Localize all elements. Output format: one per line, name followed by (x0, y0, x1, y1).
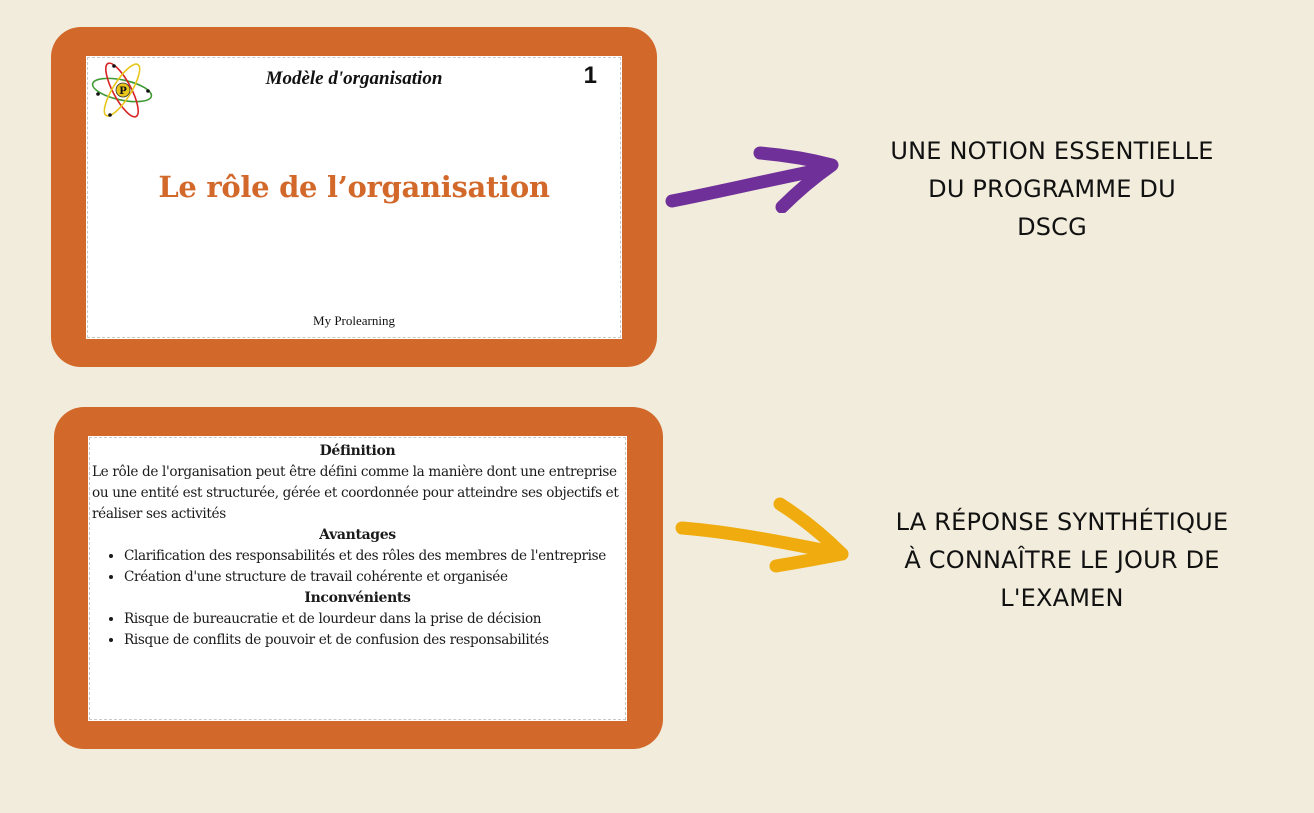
flashcard-front (51, 27, 657, 367)
caption-line: DU PROGRAMME DU (928, 175, 1176, 203)
logo-letter: P (119, 86, 127, 97)
card-number: 1 (583, 62, 597, 89)
list-item: • Risque de conflits de pouvoir et de confusion des responsabilités (124, 630, 623, 651)
caption-synthetic-answer (852, 503, 1272, 617)
flashcard-front-face (86, 56, 622, 339)
disadvantages-heading: Inconvénients (304, 590, 411, 606)
caption-line: LA RÉPONSE SYNTHÉTIQUE (895, 508, 1229, 536)
card-footer: My Prolearning (313, 313, 395, 328)
arrow-right-icon (664, 141, 844, 213)
caption-line: DSCG (1017, 213, 1087, 241)
advantages-heading: Avantages (319, 527, 396, 543)
caption-line: L'EXAMEN (1000, 584, 1124, 612)
list-item: • Risque de bureaucratie et de lourdeur dans la prise de décision (124, 609, 623, 630)
deck-title: Modèle d'organisation (265, 68, 443, 89)
definition-heading: Définition (319, 443, 396, 459)
arrow-right-icon (672, 494, 852, 574)
caption-line: À CONNAÎTRE LE JOUR DE (904, 546, 1220, 574)
caption-line: UNE NOTION ESSENTIELLE (890, 137, 1214, 165)
list-item: • Clarification des responsabilités et des rôles des membres de l'entreprise (124, 546, 623, 567)
flashcard-back-face (88, 436, 627, 721)
card-headline: Le rôle de l’organisation (158, 170, 550, 204)
advantages-list (92, 546, 623, 588)
flashcard-back (54, 407, 663, 749)
list-item: • Création d'une structure de travail cohérente et organisée (124, 567, 623, 588)
definition-text: Le rôle de l'organisation peut être défini comme la manière dont une entreprise ou une entité est structurée, gérée et coordonnée pour atteindre ses objectifs et réaliser ses activités (92, 464, 619, 522)
disadvantages-list (92, 609, 623, 651)
flashcard-back-content (92, 441, 623, 651)
caption-essential-notion (856, 132, 1248, 246)
